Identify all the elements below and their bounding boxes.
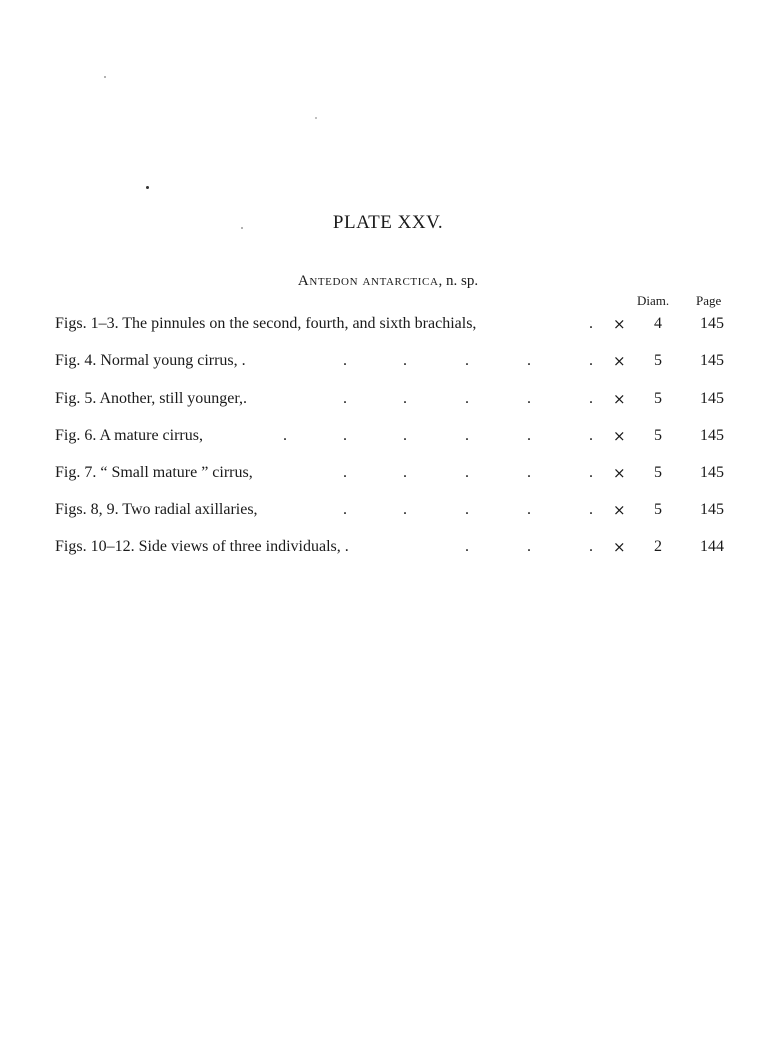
leader-dot: .	[527, 427, 531, 444]
figure-entry	[55, 352, 735, 376]
leader-dot: .	[403, 464, 407, 481]
diameter-value: 4	[654, 315, 662, 332]
entry-label: Fig. 4. Normal young cirrus, .	[55, 352, 246, 369]
leader-dot: .	[465, 464, 469, 481]
diameter-value: 2	[654, 538, 662, 555]
entry-label: Fig. 5. Another, still younger,.	[55, 390, 248, 407]
leader-dot: .	[465, 501, 469, 518]
figure-entry	[55, 501, 735, 525]
diameter-value: 5	[654, 390, 662, 407]
times-sign: ×	[613, 352, 626, 370]
entry-label: Figs. 10–12. Side views of three individuals, .	[55, 538, 349, 555]
leader-dot: .	[343, 390, 347, 407]
leader-dot: .	[589, 352, 593, 369]
leader-dot: .	[589, 538, 593, 555]
figure-entry	[55, 538, 735, 562]
entry-label: Fig. 6. A mature cirrus,	[55, 427, 203, 444]
entry-label: Figs. 1–3. The pinnules on the second, fourth, and sixth brachials,	[55, 315, 477, 332]
species-name: Antedon antarctica	[297, 273, 439, 289]
leader-dot: .	[465, 538, 469, 555]
scan-speck	[104, 76, 106, 78]
figure-entry	[55, 315, 735, 339]
species-suffix: , n. sp.	[438, 273, 479, 289]
times-sign: ×	[613, 464, 626, 482]
diam-column-header: Diam.	[637, 293, 670, 308]
diameter-value: 5	[654, 464, 662, 481]
leader-dot: .	[465, 352, 469, 369]
figure-entry	[55, 464, 735, 488]
leader-dot: .	[589, 390, 593, 407]
leader-dot: .	[343, 464, 347, 481]
plate-title: PLATE XXV.	[332, 212, 444, 233]
leader-dot: .	[343, 427, 347, 444]
leader-dot: .	[527, 538, 531, 555]
leader-dot: .	[343, 501, 347, 518]
leader-dot: .	[465, 427, 469, 444]
leader-dot: .	[589, 315, 593, 332]
page-number: 145	[700, 390, 724, 407]
times-sign: ×	[613, 427, 626, 445]
leader-dot: .	[527, 352, 531, 369]
page-number: 145	[700, 501, 724, 518]
leader-dot: .	[527, 390, 531, 407]
diameter-value: 5	[654, 501, 662, 518]
entry-label: Fig. 7. “ Small mature ” cirrus,	[55, 464, 253, 481]
species-title	[0, 273, 776, 290]
leader-dot: .	[283, 427, 287, 444]
page-number: 145	[700, 352, 724, 369]
scan-speck	[315, 117, 317, 119]
leader-dot: .	[343, 352, 347, 369]
leader-dot: .	[403, 390, 407, 407]
page-number: 145	[700, 464, 724, 481]
leader-dot: .	[403, 352, 407, 369]
times-sign: ×	[613, 315, 626, 333]
leader-dot: .	[589, 464, 593, 481]
leader-dot: .	[403, 501, 407, 518]
leader-dot: .	[589, 501, 593, 518]
times-sign: ×	[613, 538, 626, 556]
times-sign: ×	[613, 390, 626, 408]
leader-dot: .	[403, 427, 407, 444]
page-number: 144	[700, 538, 724, 555]
entry-label: Figs. 8, 9. Two radial axillaries,	[55, 501, 258, 518]
page-column-header: Page	[696, 293, 722, 308]
figure-entry	[55, 427, 735, 451]
scan-speck	[146, 186, 149, 189]
diameter-value: 5	[654, 352, 662, 369]
leader-dot: .	[527, 501, 531, 518]
diameter-value: 5	[654, 427, 662, 444]
page-number: 145	[700, 427, 724, 444]
leader-dot: .	[527, 464, 531, 481]
leader-dot: .	[465, 390, 469, 407]
leader-dot: .	[589, 427, 593, 444]
page-number: 145	[700, 315, 724, 332]
figure-entry	[55, 390, 735, 414]
times-sign: ×	[613, 501, 626, 519]
